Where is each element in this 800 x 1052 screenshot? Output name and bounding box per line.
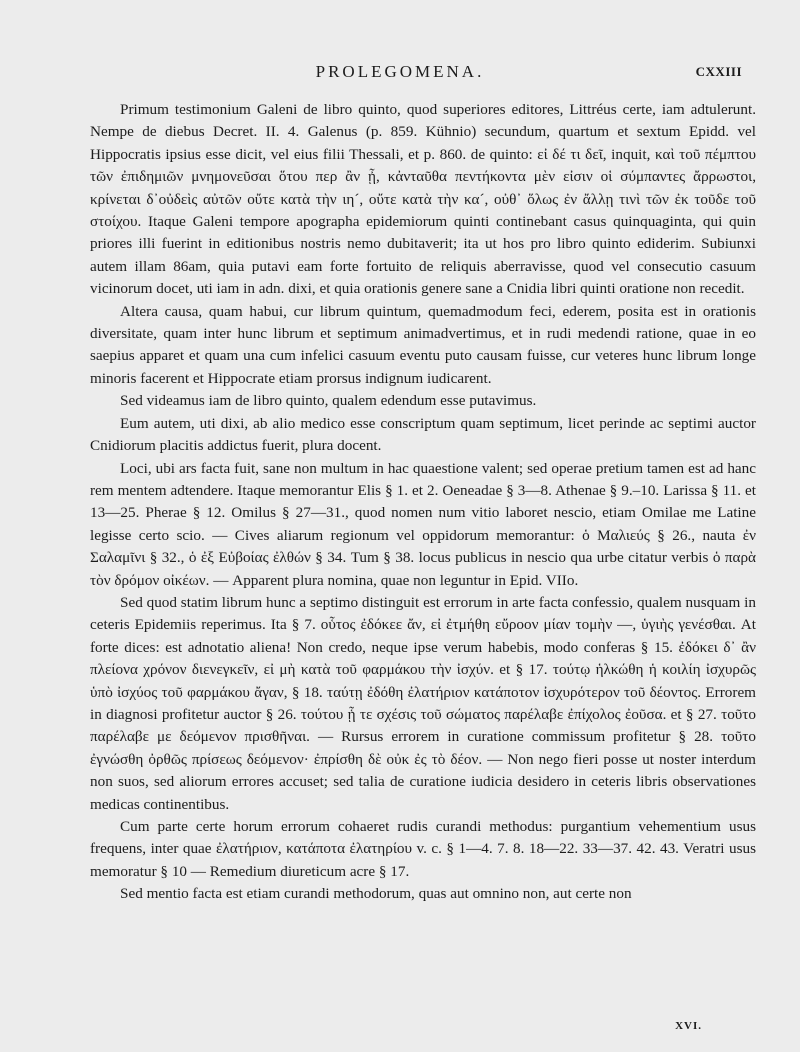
- body-text: [90, 99, 756, 906]
- paragraph: Sed mentio facta est etiam curandi methodorum, quas aut omnino non, aut certe non: [120, 885, 632, 903]
- paragraph: Sed videamus iam de libro quinto, qualem edendum esse putavimus.: [120, 392, 537, 410]
- paragraph: Sed quod statim librum hunc a septimo distinguit est errorum in arte facta confessio, qualem nusquam in ceteris Epidemiis reperimus. Ita § 7. οὗτος ἐδόκεε ἄν, εἰ ἐτμήθη εὔροον μίαν τομὴν —, ὑγιὴς γενέσθαι. At forte dices: est adnotatio aliena! Non credo, neque ipse verum habebis, modo conferas § 15. ἐδόκει δ᾽ ἂν πλείονα χρόνον διενεγκεῖν, εἰ μὴ κατὰ τοῦ φαρμάκου τὴν ἰσχύν. et § 17. τούτῳ ἡλκώθη ἡ κοιλίη ἰσχυρῶς ὑπὸ ἰσχύος τοῦ φαρμάκου ἄγαν, § 18. ταύτῃ ἐδόθη ἐλατήριον κατάποτον ἰσχυρότερον τοῦ δέοντος. Errorem in diagnosi profitetur auctor § 26. τούτου ᾗ τε σχέσις τοῦ σώματος παρέλαβε ἐπίχολος ἐοῦσα. et § 27. τοῦτο παρέλαβε με δεόμενον πρισθῆναι. — Rursus errorem in curatione commissum profitetur § 28. τοῦτο ἐγνώσθη ὀρθῶς πρίσεως δεόμενον· ἐπρίσθη δὲ οὐκ ἐς τὸ δέον. — Non nego fieri posse ut noster interdum non suos, sed aliorum errores accuset; sed talia de curatione iudicia desidero in ceteris libris observationes medicas continentibus.: [90, 593, 756, 813]
- paragraph: Altera causa, quam habui, cur librum quintum, quemadmodum feci, ederem, posita est in orationis diversitate, quam inter hunc librum et septimum animadvertimus, et in rudi medendi ratione, quae in eo saepius apparet et quam una cum infelici casuum eventu puto causam fuisse, cur veteres hunc librum longe minoris facerent et Hippocrate etiam prorsus indignum iudicarent.: [90, 302, 756, 387]
- paragraph: Primum testimonium Galeni de libro quinto, quod superiores editores, Littréus certe, iam adtulerunt. Nempe de diebus Decret. II. 4. Galenus (p. 859. Kühnio) secundum, quartum et sextum Epidd. vel Hippocratis ipsius esse dicit, vel eius filii Thessali, et p. 860. de quinto: εἰ δέ τι δεῖ, inquit, καὶ τοῦ πέμπτου τῶν ἐπιδημιῶν μνημονεῦσαι ὅτου περ ἂν ᾖ, κἀνταῦθα πεντήκοντα μὲν εἰσιν οἱ σύμπαντες ἄρρωστοι, κρίνεται δ᾽οὐδεὶς αὐτῶν οὔτε κατὰ τὴν ιη´, οὔτε κατὰ τὴν κα´, οὐθ᾽ ὅλως ἐν ἄλλῃ τινὶ τῶν ἐκ τοῦδε τοῦ στοίχου. Itaque Galeni tempore apographa epidemiorum quinti continebant casus quinquaginta, qui quin priores illi fuerint in editionibus nostris nemo dubitaverit; ita ut hos pro libro quinto ediderim. Subiunxi autem illam 86am, quia putavi eam forte fortuito de reliquis aberravisse, quod vel consecutio casuum vicinorum docet, uti iam in adn. dixi, et quia orationis genere sane a Cnidia libri quinti oratione non recedit.: [90, 101, 756, 298]
- page-header: [0, 62, 800, 86]
- signature-mark: XVI.: [675, 1020, 702, 1032]
- paragraph: Eum autem, uti dixi, ab alio medico esse conscriptum quam septimum, licet perinde ac septimi auctor Cnidiorum placitis addictus fuerit, plura docent.: [90, 414, 756, 455]
- running-title: PROLEGOMENA.: [315, 62, 485, 81]
- paragraph: Loci, ubi ars facta fuit, sane non multum in hac quaestione valent; sed operae pretium tamen est ad hanc rem mentem adtendere. Itaque memorantur Elis § 1. et 2. Oeneadae § 3—8. Athenae § 9.–10. Larissa § 11. et 13—25. Pherae § 12. Omilus § 27—31., quod nomen num vitio laboret nescio, etiam Omilae me Latine legisse certo scio. — Cives aliarum regionum vel oppidorum memorantur: ὁ Μαλιεύς § 26., nauta ἐν Σαλαμῖνι § 32., ὁ ἐξ Εὐβοίας ἐλθών § 34. Tum § 38. locus publicus in nescio qua urbe citatur verbis ὁ παρὰ τὸν δρόμον οἰκέων. — Apparent plura nomina, quae non leguntur in Epid. VIIo.: [90, 459, 756, 589]
- paragraph: Cum parte certe horum errorum cohaeret rudis curandi methodus: purgantium vehementium usus frequens, inter quae ἐλατήριον, κατάποτα ἐλατηρίου v. c. § 1—4. 7. 8. 18—22. 33—37. 42. 43. Veratri usus memoratur § 10 — Remedium diureticum acre § 17.: [90, 818, 756, 880]
- page-number: CXXIII: [695, 64, 742, 79]
